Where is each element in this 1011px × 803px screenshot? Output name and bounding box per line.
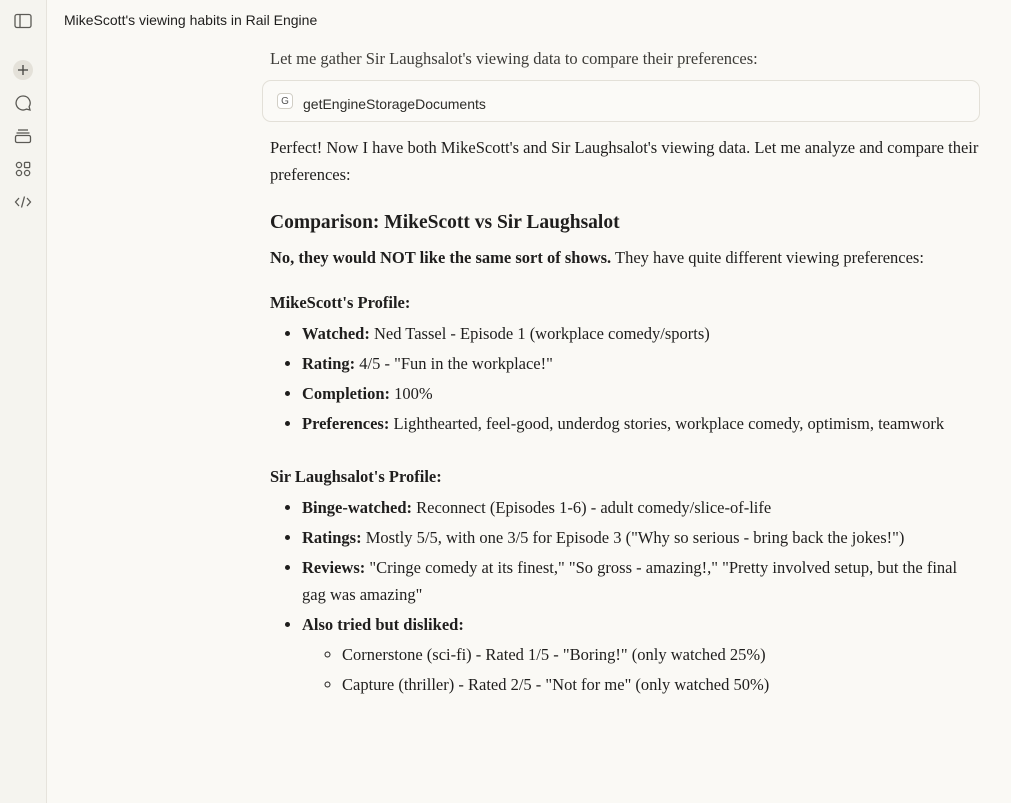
analysis-intro: Perfect! Now I have both MikeScott's and Sir Laughsalot's viewing data. Let me analyze and compare their preferences: (270, 138, 979, 184)
item-label: Watched: (302, 324, 370, 343)
plus-icon[interactable] (11, 58, 35, 82)
item-text: Ned Tassel - Episode 1 (workplace comedy/sports) (369, 324, 710, 343)
item-label: Binge-watched: (302, 498, 412, 517)
sidebar-toggle-icon[interactable] (11, 9, 35, 33)
list-item (302, 554, 982, 608)
list-item: ◦ Cornerstone (sci-fi) - Rated 1/5 - "Boring!" (only watched 25%) (342, 641, 982, 668)
lead-bold: No, they would NOT like the same sort of shows. (270, 248, 612, 267)
archive-icon[interactable] (11, 124, 35, 148)
lead-paragraph (270, 244, 982, 271)
code-icon[interactable] (11, 190, 35, 214)
item-label: Ratings: (302, 528, 362, 547)
item-label: Preferences: (302, 414, 390, 433)
item-label: Also tried but disliked: (302, 615, 464, 634)
item-text: Reconnect (Episodes 1-6) - adult comedy/slice-of-life (412, 498, 772, 517)
comparison-heading: Comparison: MikeScott vs Sir Laughsalot (270, 212, 620, 233)
list-item (302, 380, 982, 407)
sir-profile-list (270, 494, 982, 698)
list-item (302, 494, 982, 521)
item-text: "Cringe comedy at its finest," "So gross - amazing!," "Pretty involved setup, but the final gag was amazing" (302, 558, 958, 604)
mike-profile-list (270, 320, 982, 437)
disliked-list (302, 641, 982, 698)
mike-profile-title: MikeScott's Profile: (270, 293, 411, 312)
lead-rest: They have quite different viewing preferences: (611, 248, 924, 267)
item-text: 4/5 - "Fun in the workplace!" (355, 354, 553, 373)
sir-profile-title: Sir Laughsalot's Profile: (270, 467, 442, 486)
item-text: Mostly 5/5, with one 3/5 for Episode 3 ("Why so serious - bring back the jokes!") (361, 528, 905, 547)
item-label: Reviews: (302, 558, 366, 577)
intro-text: Let me gather Sir Laughsalot's viewing data to compare their preferences: (270, 49, 758, 68)
message-content (270, 45, 982, 701)
list-item (302, 524, 982, 551)
tool-call-card[interactable] (262, 80, 980, 122)
list-item: ◦ Capture (thriller) - Rated 2/5 - "Not for me" (only watched 50%) (342, 671, 982, 698)
list-item (302, 611, 982, 698)
item-text: Lighthearted, feel-good, underdog stories, workplace comedy, optimism, teamwork (389, 414, 945, 433)
tool-name: getEngineStorageDocuments (303, 96, 486, 112)
top-bar (48, 0, 1011, 42)
list-item (302, 410, 982, 437)
sidebar (0, 0, 47, 803)
item-label: Completion: (302, 384, 390, 403)
tool-badge-icon: G (277, 93, 293, 109)
list-item (302, 350, 982, 377)
chat-icon[interactable] (11, 91, 35, 115)
item-label: Rating: (302, 354, 356, 373)
conversation-title[interactable]: MikeScott's viewing habits in Rail Engine (64, 12, 318, 28)
item-text: 100% (390, 384, 433, 403)
list-item (302, 320, 982, 347)
apps-icon[interactable] (11, 157, 35, 181)
